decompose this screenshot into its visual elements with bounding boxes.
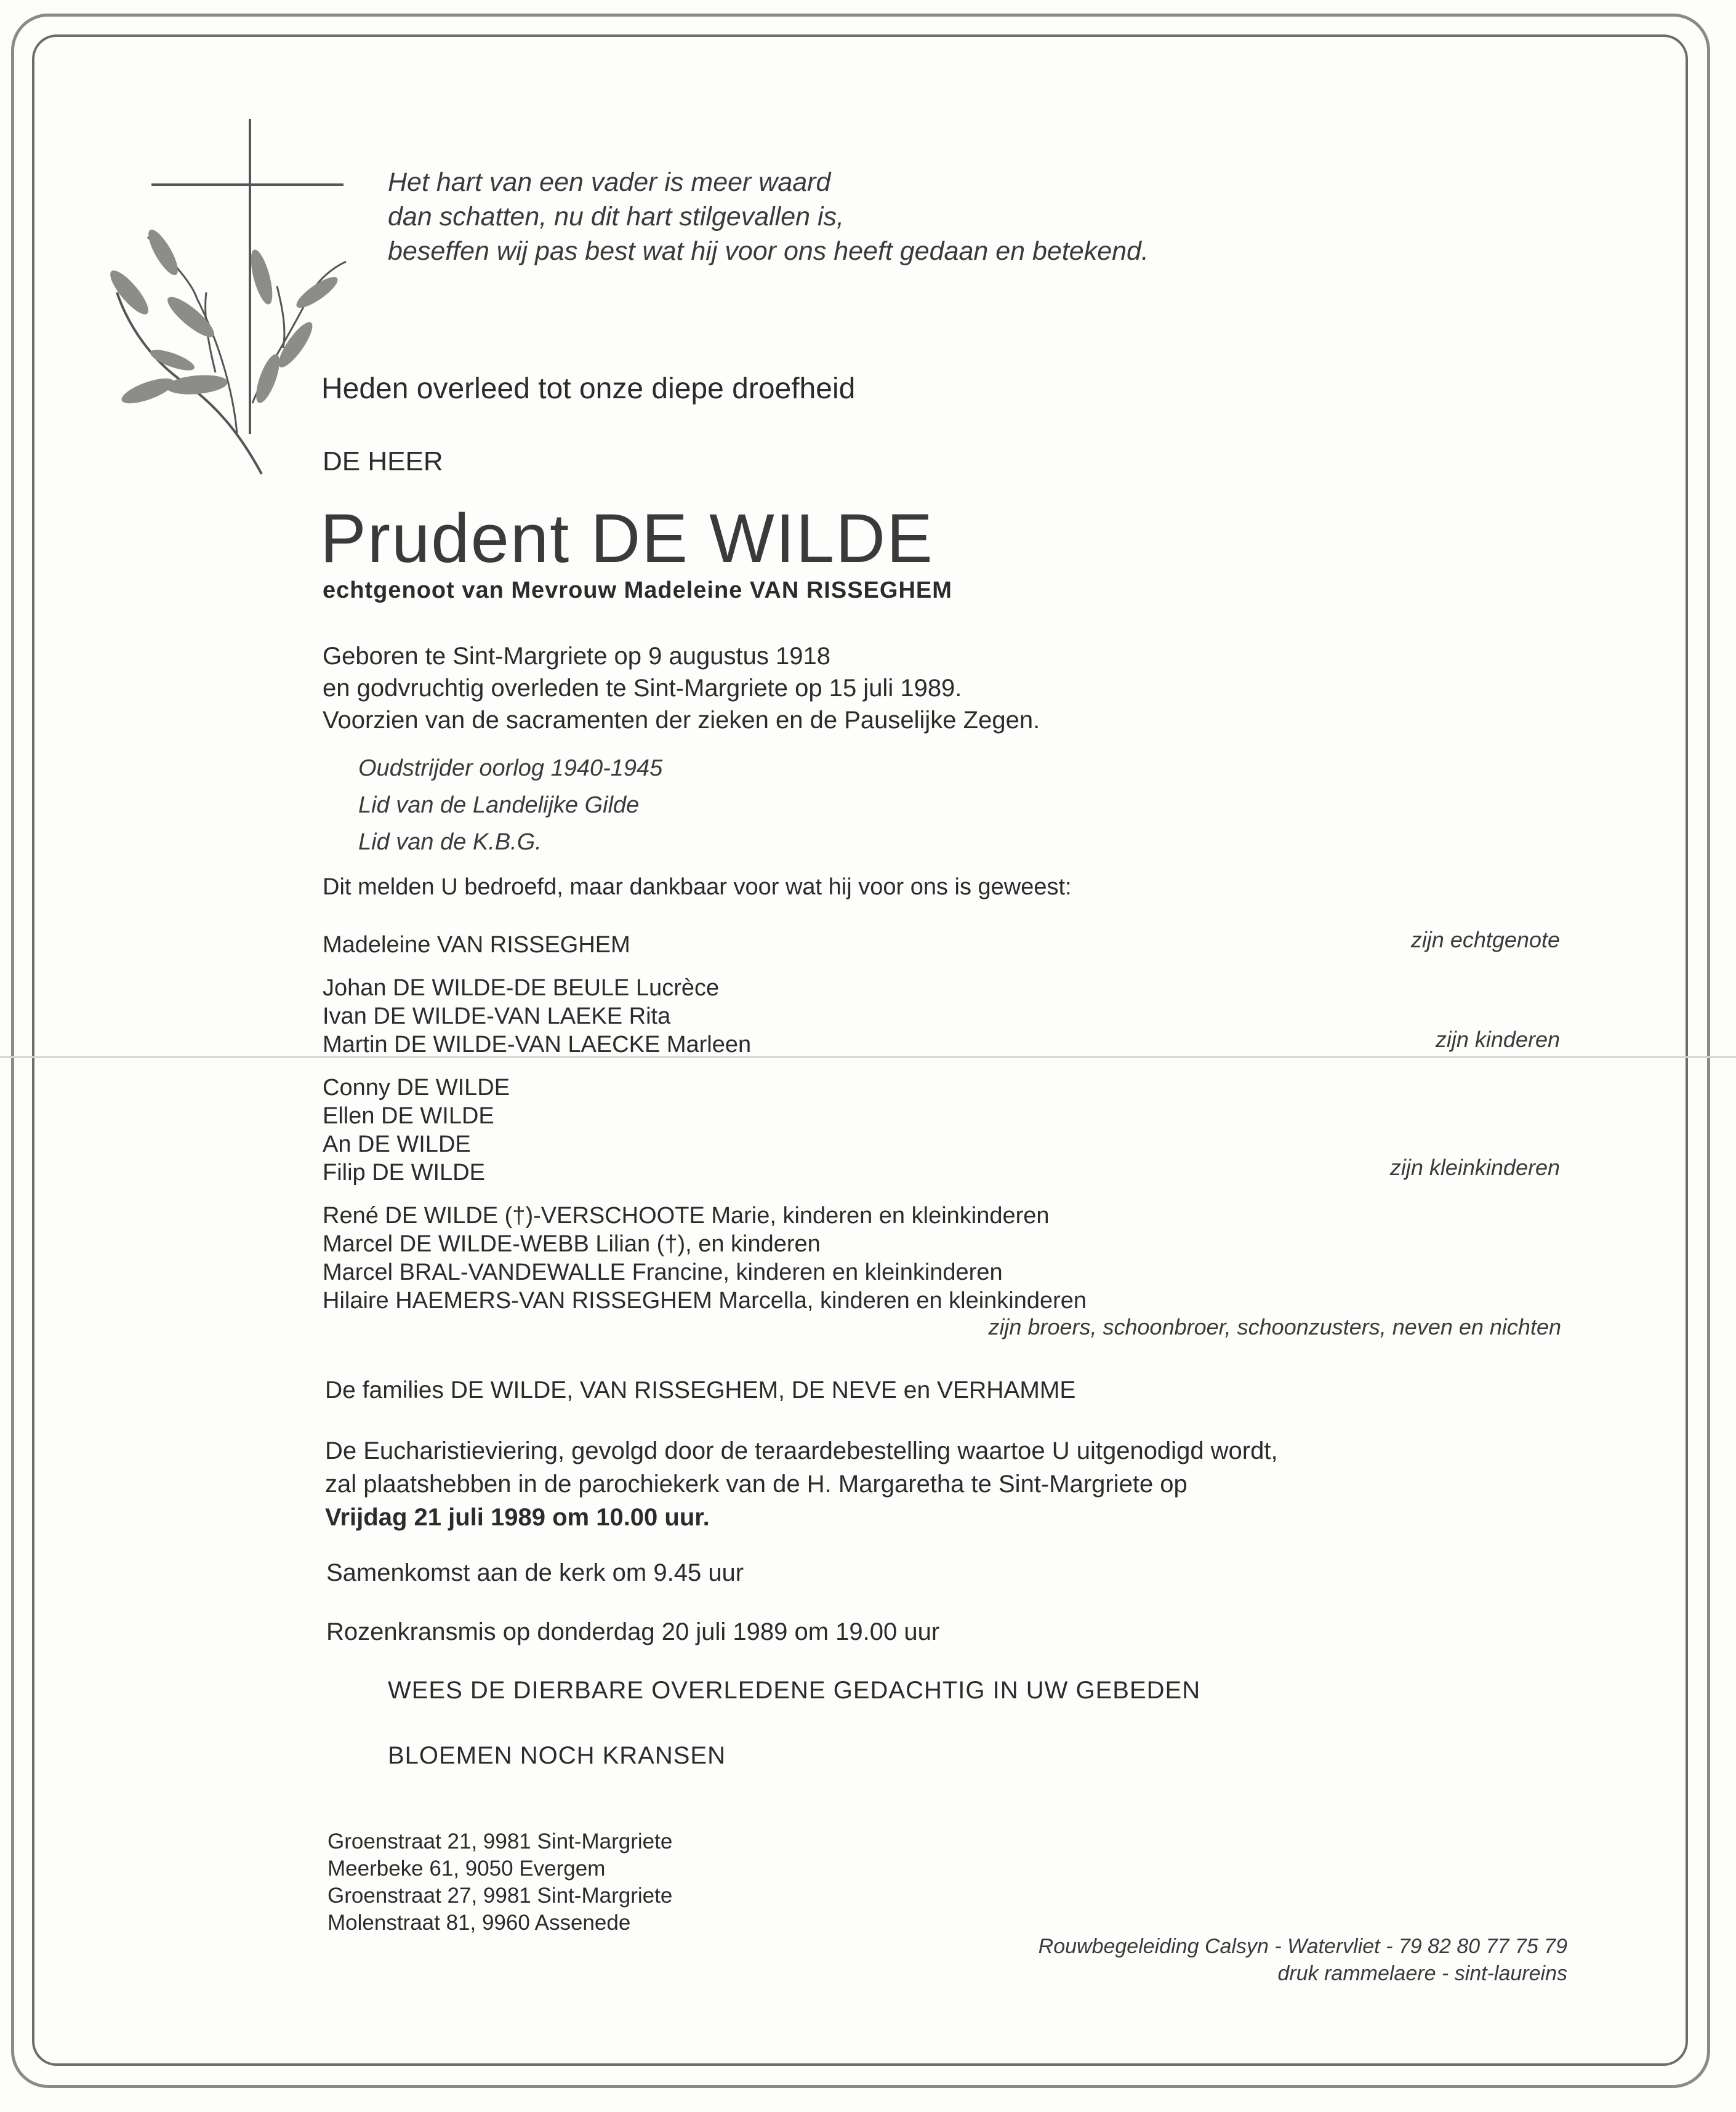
- address-line: Meerbeke 61, 9050 Evergem: [328, 1857, 606, 1881]
- family-name: Filip DE WILDE: [323, 1160, 485, 1186]
- family-grandchildren: [323, 1074, 510, 1187]
- quote-line: beseffen wij pas best wat hij voor ons heeft gedaan en betekend.: [388, 236, 1149, 266]
- role-children: zijn kinderen: [1435, 1027, 1560, 1052]
- family-name: Conny DE WILDE: [323, 1075, 510, 1101]
- family-name: Hilaire HAEMERS-VAN RISSEGHEM Marcella, kinderen en kleinkinderen: [323, 1288, 1087, 1314]
- announcement-intro: Heden overleed tot onze diepe droefheid: [321, 372, 856, 405]
- spouse-line: echtgenoot van Mevrouw Madeleine VAN RISSEGHEM: [323, 577, 952, 603]
- families-line: De families DE WILDE, VAN RISSEGHEM, DE NEVE en VERHAMME: [325, 1377, 1076, 1403]
- address-line: Groenstraat 27, 9981 Sint-Margriete: [328, 1884, 673, 1908]
- life-details: [323, 640, 1040, 736]
- address-line: Molenstraat 81, 9960 Assenede: [328, 1911, 631, 1935]
- service-details: [325, 1434, 1278, 1534]
- family-name: Marcel DE WILDE-WEBB Lilian (†), en kinderen: [323, 1231, 821, 1257]
- gathering-line: Samenkomst aan de kerk om 9.45 uur: [326, 1559, 744, 1586]
- printer-line: Rouwbegeleiding Calsyn - Watervliet - 79 82 80 77 75 79: [1038, 1935, 1567, 1958]
- notice-line: Dit melden U bedroefd, maar dankbaar voor wat hij voor ons is geweest:: [323, 874, 1072, 900]
- memorial-quote: [388, 165, 1149, 268]
- service-line: De Eucharistieviering, gevolgd door de teraardebestelling waartoe U uitgenodigd wordt,: [325, 1437, 1278, 1464]
- family-name: Ivan DE WILDE-VAN LAEKE Rita: [323, 1003, 671, 1029]
- family-siblings: [323, 1202, 1087, 1315]
- role-siblings: zijn broers, schoonbroer, schoonzusters, neven en nichten: [988, 1314, 1561, 1339]
- sacraments-line: Voorzien van de sacramenten der zieken en de Pauselijke Zegen.: [323, 707, 1040, 734]
- family-name: Martin DE WILDE-VAN LAECKE Marleen: [323, 1032, 752, 1058]
- family-name: René DE WILDE (†)-VERSCHOOTE Marie, kinderen en kleinkinderen: [323, 1203, 1050, 1229]
- service-date: Vrijdag 21 juli 1989 om 10.00 uur.: [325, 1504, 710, 1531]
- printer-line: druk rammelaere - sint-laureins: [1277, 1962, 1567, 1985]
- quote-line: Het hart van een vader is meer waard: [388, 167, 831, 197]
- death-line: en godvruchtig overleden te Sint-Margriete op 15 juli 1989.: [323, 675, 962, 702]
- role-spouse: zijn echtgenote: [1410, 927, 1560, 952]
- cross-branch-icon: [105, 114, 351, 483]
- addresses: [328, 1828, 672, 1937]
- family-name: An DE WILDE: [323, 1131, 471, 1157]
- printer-credit: [1039, 1933, 1567, 1987]
- family-name: Ellen DE WILDE: [323, 1103, 494, 1129]
- family-name: Johan DE WILDE-DE BEULE Lucrèce: [323, 975, 720, 1001]
- membership-item: Lid van de Landelijke Gilde: [358, 792, 640, 818]
- membership-item: Oudstrijder oorlog 1940-1945: [358, 755, 663, 781]
- family-name: Marcel BRAL-VANDEWALLE Francine, kinderen en kleinkinderen: [323, 1259, 1003, 1285]
- honorific: DE HEER: [323, 446, 443, 476]
- memberships: [358, 750, 662, 861]
- family-spouse: [323, 931, 630, 959]
- membership-item: Lid van de K.B.G.: [358, 829, 542, 855]
- deceased-name: Prudent DE WILDE: [320, 500, 934, 577]
- paper-fold-line: [0, 1056, 1736, 1058]
- birth-line: Geboren te Sint-Margriete op 9 augustus 1918: [323, 643, 830, 670]
- role-grandchildren: zijn kleinkinderen: [1389, 1155, 1560, 1180]
- quote-line: dan schatten, nu dit hart stilgevallen is,: [388, 202, 844, 231]
- family-name: Madeleine VAN RISSEGHEM: [323, 932, 630, 958]
- flowers-note: BLOEMEN NOCH KRANSEN: [388, 1742, 726, 1769]
- address-line: Groenstraat 21, 9981 Sint-Margriete: [328, 1829, 673, 1853]
- family-children: [323, 974, 751, 1059]
- rosary-line: Rozenkransmis op donderdag 20 juli 1989 om 19.00 uur: [326, 1618, 940, 1645]
- prayer-request: WEES DE DIERBARE OVERLEDENE GEDACHTIG IN UW GEBEDEN: [388, 1677, 1201, 1704]
- service-line: zal plaatshebben in de parochiekerk van de H. Margaretha te Sint-Margriete op: [325, 1471, 1187, 1498]
